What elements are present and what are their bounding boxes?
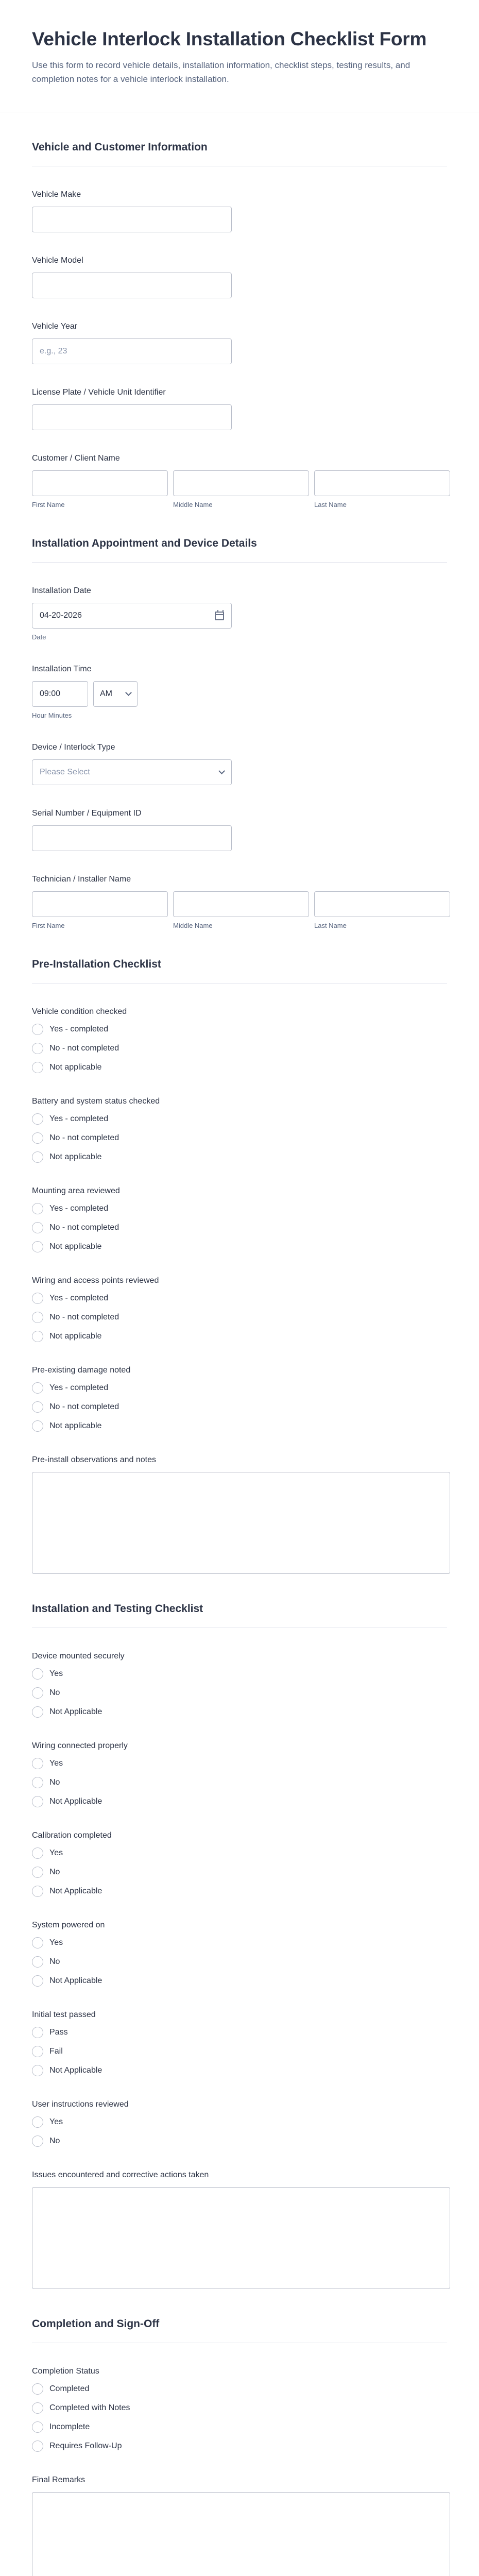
radio-button[interactable] (32, 2383, 43, 2395)
radio-question (32, 1718, 447, 1807)
radio-option[interactable] (32, 2065, 447, 2076)
vehicle-make-label: Vehicle Make (32, 190, 81, 199)
calendar-icon[interactable] (215, 612, 224, 620)
installation-date-sublabel: Date (32, 633, 46, 641)
radio-option[interactable] (32, 1382, 447, 1394)
radio-option-label: Yes - completed (49, 1383, 109, 1393)
radio-option-label: Not applicable (49, 1153, 102, 1162)
radio-question (32, 1252, 447, 1342)
radio-option-label: No (49, 1957, 60, 1967)
radio-option[interactable] (32, 1113, 447, 1125)
vehicle-make-input[interactable] (32, 207, 232, 232)
form-title: Vehicle Interlock Installation Checklist Form (32, 28, 427, 49)
field-technician-name (32, 851, 447, 929)
radio-option-label: Yes - completed (49, 1114, 109, 1124)
section-installation-testing (0, 1574, 479, 2289)
radio-button[interactable] (32, 1848, 43, 1859)
radio-button[interactable] (32, 1886, 43, 1897)
customer-name-label: Customer / Client Name (32, 454, 120, 463)
radio-option[interactable] (32, 2136, 447, 2147)
vehicle-year-label: Vehicle Year (32, 322, 78, 331)
installation-date-input[interactable] (32, 603, 232, 629)
radio-button[interactable] (32, 1241, 43, 1252)
radio-button[interactable] (32, 1706, 43, 1718)
radio-option[interactable] (32, 2421, 447, 2433)
radio-option[interactable] (32, 2441, 447, 2452)
section-header (32, 112, 447, 166)
radio-option[interactable] (32, 1975, 447, 1987)
radio-option-label: Not applicable (49, 1242, 102, 1251)
radio-button[interactable] (32, 1331, 43, 1342)
radio-option-label: Requires Follow-Up (49, 2442, 122, 2451)
radio-option-label: Pass (49, 2028, 68, 2037)
vehicle-year-placeholder: e.g., 23 (40, 347, 67, 356)
technician-middle-name-sublabel: Middle Name (173, 922, 213, 930)
radio-options (32, 2027, 447, 2076)
question-label: Pre-existing damage noted (32, 1366, 131, 1375)
radio-button[interactable] (32, 1203, 43, 1214)
completion-status-label: Completion Status (32, 2367, 99, 2376)
field-customer-name (32, 430, 447, 509)
radio-option-label: No - not completed (49, 1223, 119, 1232)
section-title: Installation and Testing Checklist (32, 1603, 203, 1615)
radio-option[interactable] (32, 1043, 447, 1054)
radio-option[interactable] (32, 1222, 447, 1233)
technician-name-label: Technician / Installer Name (32, 875, 131, 884)
radio-button[interactable] (32, 1420, 43, 1432)
radio-option-label: Not applicable (49, 1421, 102, 1431)
customer-first-name-sublabel: First Name (32, 501, 65, 509)
radio-option-label: Yes (49, 2117, 63, 2127)
radio-option[interactable] (32, 1312, 447, 1323)
section-header (32, 929, 447, 984)
radio-options (32, 1293, 447, 1342)
radio-question (32, 1342, 447, 1432)
radio-option-label: Not Applicable (49, 1887, 102, 1896)
radio-options (32, 1203, 447, 1252)
radio-option[interactable] (32, 2383, 447, 2395)
radio-option-label: No (49, 1688, 60, 1698)
radio-option[interactable] (32, 2116, 447, 2128)
technician-last-col (314, 891, 450, 929)
device-type-placeholder: Please Select (40, 768, 90, 777)
field-issues (32, 2147, 447, 2289)
radio-button[interactable] (32, 1024, 43, 1035)
radio-button[interactable] (32, 1062, 43, 1073)
radio-button[interactable] (32, 1401, 43, 1413)
question-label: Calibration completed (32, 1831, 112, 1840)
radio-options (32, 1113, 447, 1163)
radio-question (32, 2076, 447, 2147)
radio-button[interactable] (32, 1758, 43, 1769)
section-header (32, 509, 447, 563)
chevron-down-icon (125, 689, 132, 696)
radio-options (32, 1024, 447, 1073)
radio-option[interactable] (32, 1886, 447, 1897)
section-title: Completion and Sign-Off (32, 2318, 160, 2330)
question-label: Initial test passed (32, 2010, 96, 2020)
radio-button[interactable] (32, 1043, 43, 1054)
customer-first-col (32, 470, 168, 509)
customer-last-col (314, 470, 450, 509)
radio-button[interactable] (32, 1687, 43, 1699)
section-header (32, 1574, 447, 1628)
field-vehicle-make (32, 166, 447, 232)
section-appointment-device (0, 509, 479, 929)
radio-option-label: No (49, 2137, 60, 2146)
radio-option-label: Not Applicable (49, 1976, 102, 1986)
question-label: Vehicle condition checked (32, 1007, 127, 1016)
radio-option-label: No (49, 1778, 60, 1787)
radio-button[interactable] (32, 2421, 43, 2433)
customer-last-name-sublabel: Last Name (314, 501, 347, 509)
pre-notes-textarea[interactable] (32, 1472, 450, 1574)
form-header (0, 0, 479, 112)
radio-option-label: No - not completed (49, 1133, 119, 1143)
radio-option[interactable] (32, 1706, 447, 1718)
radio-option[interactable] (32, 1867, 447, 1878)
radio-button[interactable] (32, 1293, 43, 1304)
serial-number-input[interactable] (32, 825, 232, 851)
radio-option-label: Completed (49, 2384, 90, 2394)
section-header (32, 2289, 447, 2343)
radio-button[interactable] (32, 1312, 43, 1323)
radio-option-label: Not Applicable (49, 1707, 102, 1717)
technician-first-col (32, 891, 168, 929)
radio-option[interactable] (32, 1024, 447, 1035)
radio-option[interactable] (32, 1241, 447, 1252)
section-pre-installation (0, 929, 479, 1574)
radio-options (32, 1758, 447, 1807)
field-device-type (32, 719, 447, 785)
section-title: Pre-Installation Checklist (32, 958, 161, 971)
radio-option-label: Not Applicable (49, 2066, 102, 2075)
license-plate-input[interactable] (32, 404, 232, 430)
radio-button[interactable] (32, 2027, 43, 2038)
radio-button[interactable] (32, 1937, 43, 1948)
radio-option[interactable] (32, 1151, 447, 1163)
installation-date-value: 04-20-2026 (40, 611, 82, 620)
field-serial-number (32, 785, 447, 851)
field-installation-time (32, 641, 447, 719)
chevron-down-icon (218, 768, 225, 774)
field-pre-notes (32, 1432, 447, 1574)
radio-button[interactable] (32, 2136, 43, 2147)
customer-last-name-input[interactable] (314, 470, 450, 496)
radio-option[interactable] (32, 1401, 447, 1413)
section-title: Installation Appointment and Device Details (32, 537, 257, 550)
radio-button[interactable] (32, 1796, 43, 1807)
form-description: Use this form to record vehicle details, installation information, checklist steps, testing results, and completion notes for a vehicle interlock installation. (32, 60, 410, 84)
radio-question (32, 1628, 447, 1718)
radio-option[interactable] (32, 1420, 447, 1432)
section-vehicle-customer (0, 112, 479, 509)
field-completion-status (32, 2343, 447, 2452)
customer-middle-name-input[interactable] (173, 470, 309, 496)
radio-button[interactable] (32, 1151, 43, 1163)
ampm-select[interactable] (93, 681, 138, 707)
customer-first-name-input[interactable] (32, 470, 168, 496)
technician-first-name-sublabel: First Name (32, 922, 65, 930)
radio-option-label: Yes - completed (49, 1204, 109, 1213)
radio-option-label: Yes (49, 1759, 63, 1768)
installation-time-input[interactable] (32, 681, 88, 707)
radio-button[interactable] (32, 2116, 43, 2128)
radio-question (32, 1163, 447, 1252)
radio-options (32, 1937, 447, 1987)
customer-middle-col (173, 470, 309, 509)
radio-option-label: Incomplete (49, 2422, 90, 2432)
radio-option[interactable] (32, 1293, 447, 1304)
radio-button[interactable] (32, 1777, 43, 1788)
radio-button[interactable] (32, 1956, 43, 1968)
question-label: Mounting area reviewed (32, 1187, 120, 1196)
issues-label: Issues encountered and corrective actions taken (32, 2171, 209, 2180)
section-title: Vehicle and Customer Information (32, 141, 208, 154)
serial-number-label: Serial Number / Equipment ID (32, 809, 142, 818)
question-label: User instructions reviewed (32, 2100, 129, 2109)
radio-question (32, 1073, 447, 1163)
radio-question (32, 1987, 447, 2076)
radio-option-label: No - not completed (49, 1313, 119, 1322)
radio-button[interactable] (32, 1132, 43, 1144)
radio-option-label: Yes - completed (49, 1025, 109, 1034)
vehicle-year-input[interactable] (32, 338, 232, 364)
radio-option[interactable] (32, 1796, 447, 1807)
radio-button[interactable] (32, 2402, 43, 2414)
field-license-plate (32, 364, 447, 430)
question-label: Device mounted securely (32, 1652, 125, 1661)
installation-time-label: Installation Time (32, 665, 92, 674)
radio-button[interactable] (32, 1867, 43, 1878)
radio-option[interactable] (32, 1132, 447, 1144)
device-type-select[interactable] (32, 759, 232, 785)
radio-button[interactable] (32, 2065, 43, 2076)
issues-textarea[interactable] (32, 2187, 450, 2289)
field-vehicle-model (32, 232, 447, 298)
device-type-label: Device / Interlock Type (32, 743, 115, 752)
radio-option[interactable] (32, 1331, 447, 1342)
radio-option-label: Completed with Notes (49, 2403, 130, 2413)
completion-status-options (32, 2383, 447, 2452)
radio-button[interactable] (32, 2441, 43, 2452)
time-row (32, 681, 447, 707)
field-vehicle-year (32, 298, 447, 364)
technician-last-name-input[interactable] (314, 891, 450, 917)
technician-first-name-input[interactable] (32, 891, 168, 917)
radio-options (32, 1382, 447, 1432)
radio-options (32, 2116, 447, 2147)
final-remarks-label: Final Remarks (32, 2476, 85, 2485)
technician-name-row (32, 891, 450, 929)
vehicle-model-input[interactable] (32, 273, 232, 298)
radio-question (32, 984, 447, 1073)
radio-option-label: Yes (49, 1938, 63, 1947)
radio-option-label: No - not completed (49, 1402, 119, 1412)
radio-option-label: Yes (49, 1849, 63, 1858)
radio-option[interactable] (32, 1937, 447, 1948)
installation-time-sublabel: Hour Minutes (32, 711, 72, 720)
customer-middle-name-sublabel: Middle Name (173, 501, 213, 509)
installation-time-value: 09:00 (40, 689, 61, 699)
question-label: Wiring and access points reviewed (32, 1276, 159, 1285)
question-label: Battery and system status checked (32, 1097, 160, 1106)
technician-middle-col (173, 891, 309, 929)
radio-option[interactable] (32, 1062, 447, 1073)
radio-option-label: Fail (49, 2047, 63, 2056)
radio-option[interactable] (32, 1777, 447, 1788)
radio-question (32, 1807, 447, 1897)
radio-option[interactable] (32, 2046, 447, 2057)
installation-date-label: Installation Date (32, 586, 91, 596)
radio-button[interactable] (32, 1113, 43, 1125)
radio-option[interactable] (32, 1203, 447, 1214)
pre-notes-label: Pre-install observations and notes (32, 1455, 157, 1465)
radio-button[interactable] (32, 1975, 43, 1987)
radio-options (32, 1848, 447, 1897)
radio-option-label: Not Applicable (49, 1797, 102, 1806)
radio-button[interactable] (32, 2046, 43, 2057)
radio-button[interactable] (32, 1668, 43, 1680)
section-completion (0, 2289, 479, 2576)
radio-option-label: No - not completed (49, 1044, 119, 1053)
radio-button[interactable] (32, 1222, 43, 1233)
radio-option-label: Yes (49, 1669, 63, 1679)
technician-middle-name-input[interactable] (173, 891, 309, 917)
license-plate-label: License Plate / Vehicle Unit Identifier (32, 388, 166, 397)
pre-questions (32, 984, 447, 1432)
radio-option-label: Not applicable (49, 1063, 102, 1072)
radio-options (32, 1668, 447, 1718)
ampm-value: AM (100, 689, 112, 699)
radio-option[interactable] (32, 2027, 447, 2038)
radio-option[interactable] (32, 1956, 447, 1968)
field-installation-date (32, 563, 447, 641)
radio-button[interactable] (32, 1382, 43, 1394)
field-final-remarks (32, 2452, 447, 2576)
customer-name-row (32, 470, 450, 509)
radio-question (32, 1897, 447, 1987)
question-label: System powered on (32, 1921, 105, 1930)
final-remarks-textarea[interactable] (32, 2492, 450, 2576)
radio-option-label: Not applicable (49, 1332, 102, 1341)
vehicle-model-label: Vehicle Model (32, 256, 83, 265)
radio-option[interactable] (32, 2402, 447, 2414)
technician-last-name-sublabel: Last Name (314, 922, 347, 930)
radio-option-label: No (49, 1868, 60, 1877)
testing-questions (32, 1628, 447, 2147)
question-label: Wiring connected properly (32, 1741, 128, 1751)
radio-option-label: Yes - completed (49, 1294, 109, 1303)
radio-option[interactable] (32, 1848, 447, 1859)
radio-option[interactable] (32, 1687, 447, 1699)
radio-option[interactable] (32, 1668, 447, 1680)
radio-option[interactable] (32, 1758, 447, 1769)
